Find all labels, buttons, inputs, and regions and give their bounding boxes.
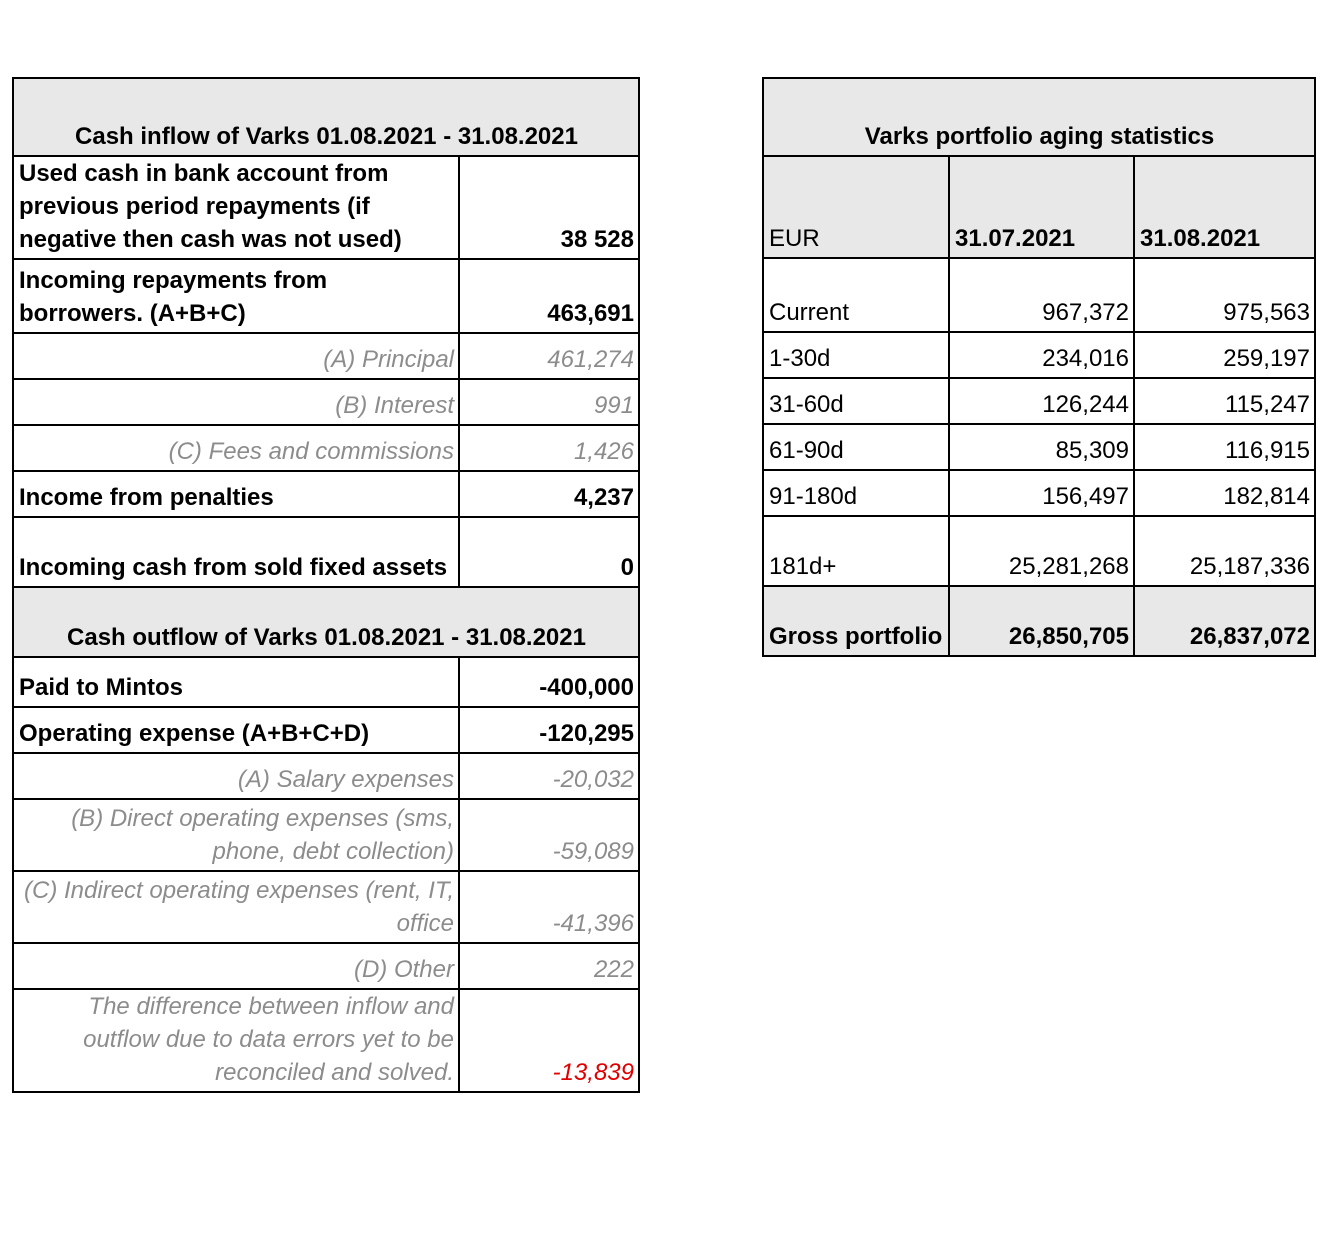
aging-value-aug: 25,187,336 xyxy=(1134,516,1315,586)
row-value: -120,295 xyxy=(459,707,639,753)
aging-value-jul: 25,281,268 xyxy=(949,516,1134,586)
outflow-header-row xyxy=(13,587,639,657)
gross-portfolio-aug: 26,837,072 xyxy=(1134,586,1315,656)
aging-bucket: 1-30d xyxy=(763,332,949,378)
row-label: Income from penalties xyxy=(13,471,459,517)
aging-header-row xyxy=(763,78,1315,156)
row-label: (B) Direct operating expenses (sms, phone, debt collection) xyxy=(13,799,459,871)
table-row xyxy=(13,471,639,517)
row-value: 463,691 xyxy=(459,259,639,333)
aging-bucket: 61-90d xyxy=(763,424,949,470)
row-label: The difference between inflow and outflow due to data errors yet to be reconciled and solved. xyxy=(13,989,459,1092)
table-row xyxy=(763,424,1315,470)
column-header-jul: 31.07.2021 xyxy=(949,156,1134,258)
row-label: Incoming repayments from borrowers. (A+B+C) xyxy=(13,259,459,333)
table-row xyxy=(13,707,639,753)
table-row xyxy=(13,517,639,587)
cash-flow-table xyxy=(12,77,640,1093)
table-row xyxy=(13,379,639,425)
table-row xyxy=(13,799,639,871)
table-row xyxy=(13,425,639,471)
table-row xyxy=(763,470,1315,516)
gross-portfolio-label: Gross portfolio xyxy=(763,586,949,656)
row-label: (B) Interest xyxy=(13,379,459,425)
table-row xyxy=(13,657,639,707)
aging-value-jul: 85,309 xyxy=(949,424,1134,470)
table-row xyxy=(763,516,1315,586)
gross-portfolio-jul: 26,850,705 xyxy=(949,586,1134,656)
aging-value-jul: 967,372 xyxy=(949,258,1134,332)
portfolio-aging-table xyxy=(762,77,1316,657)
table-row xyxy=(13,943,639,989)
aging-value-aug: 116,915 xyxy=(1134,424,1315,470)
aging-value-jul: 234,016 xyxy=(949,332,1134,378)
aging-bucket: 91-180d xyxy=(763,470,949,516)
table-row xyxy=(13,156,639,259)
row-value: 38 528 xyxy=(459,156,639,259)
row-label: (C) Fees and commissions xyxy=(13,425,459,471)
table-row xyxy=(13,259,639,333)
row-label: Used cash in bank account from previous period repayments (if negative then cash was not used) xyxy=(13,156,459,259)
aging-bucket: Current xyxy=(763,258,949,332)
row-value: 4,237 xyxy=(459,471,639,517)
row-value: 461,274 xyxy=(459,333,639,379)
table-row xyxy=(13,989,639,1092)
row-label: Incoming cash from sold fixed assets xyxy=(13,517,459,587)
column-header-aug: 31.08.2021 xyxy=(1134,156,1315,258)
row-value: 1,426 xyxy=(459,425,639,471)
gross-portfolio-row xyxy=(763,586,1315,656)
outflow-title: Cash outflow of Varks 01.08.2021 - 31.08.2021 xyxy=(13,587,639,657)
row-label: Operating expense (A+B+C+D) xyxy=(13,707,459,753)
row-label: (C) Indirect operating expenses (rent, IT, office xyxy=(13,871,459,943)
aging-column-header-row xyxy=(763,156,1315,258)
column-header-currency: EUR xyxy=(763,156,949,258)
row-label: (A) Salary expenses xyxy=(13,753,459,799)
row-label: Paid to Mintos xyxy=(13,657,459,707)
row-label: (A) Principal xyxy=(13,333,459,379)
aging-value-aug: 115,247 xyxy=(1134,378,1315,424)
aging-value-aug: 182,814 xyxy=(1134,470,1315,516)
table-row xyxy=(13,333,639,379)
row-value: -400,000 xyxy=(459,657,639,707)
row-label: (D) Other xyxy=(13,943,459,989)
row-value: -59,089 xyxy=(459,799,639,871)
table-row xyxy=(763,258,1315,332)
reconciliation-difference-value: -13,839 xyxy=(459,989,639,1092)
row-value: -20,032 xyxy=(459,753,639,799)
row-value: -41,396 xyxy=(459,871,639,943)
aging-bucket: 31-60d xyxy=(763,378,949,424)
aging-value-aug: 259,197 xyxy=(1134,332,1315,378)
table-row xyxy=(763,332,1315,378)
row-value: 222 xyxy=(459,943,639,989)
aging-value-aug: 975,563 xyxy=(1134,258,1315,332)
row-value: 991 xyxy=(459,379,639,425)
inflow-header-row xyxy=(13,78,639,156)
table-row xyxy=(13,871,639,943)
aging-value-jul: 126,244 xyxy=(949,378,1134,424)
row-value: 0 xyxy=(459,517,639,587)
table-row xyxy=(13,753,639,799)
inflow-title: Cash inflow of Varks 01.08.2021 - 31.08.2021 xyxy=(13,78,639,156)
aging-title: Varks portfolio aging statistics xyxy=(763,78,1315,156)
aging-bucket: 181d+ xyxy=(763,516,949,586)
table-row xyxy=(763,378,1315,424)
aging-value-jul: 156,497 xyxy=(949,470,1134,516)
